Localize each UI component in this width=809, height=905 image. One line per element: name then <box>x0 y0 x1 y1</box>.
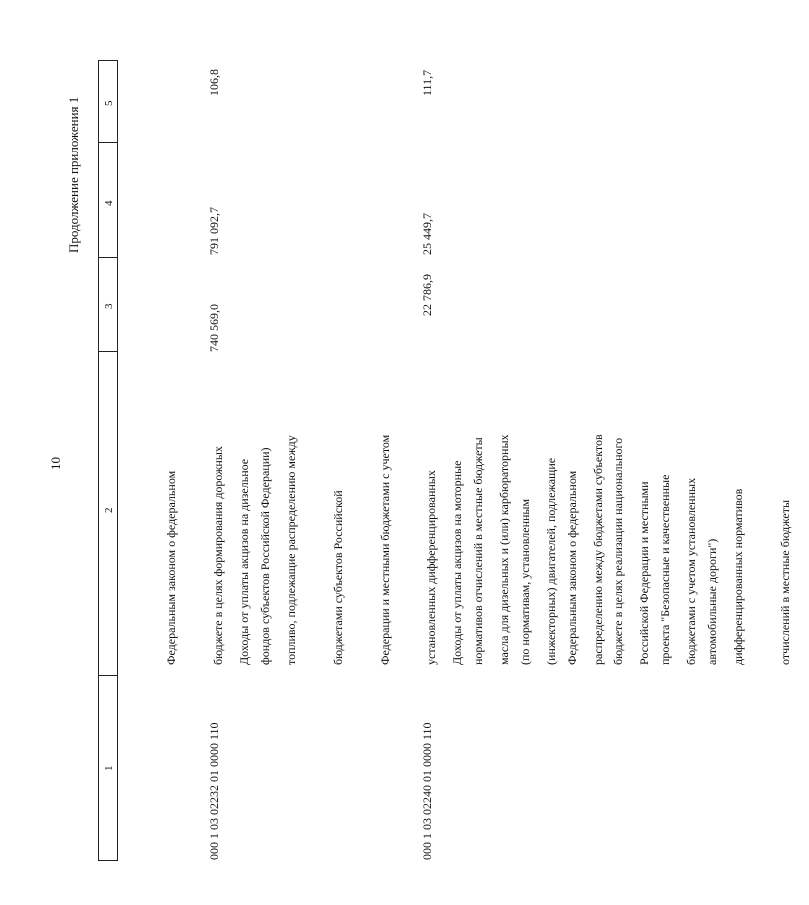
header-col-2: 2 <box>103 507 115 513</box>
row-2-code: 000 1 03 02240 01 0000 110 <box>420 722 434 860</box>
header-col-3: 3 <box>103 303 115 309</box>
desc-line: Федеральным законом о федеральном <box>164 470 179 665</box>
desc-line: дифференцированных нормативов <box>730 488 745 665</box>
header-col-4: 4 <box>103 200 115 206</box>
row-2-col-5: 111,7 <box>420 69 434 96</box>
row-1-col-5: 106,8 <box>207 69 221 96</box>
desc-line: (инжекторных) двигателей, подлежащие <box>543 457 558 665</box>
desc-line: Федерации и местными бюджетами с учетом <box>377 434 392 665</box>
header-col-5: 5 <box>103 100 115 106</box>
col-divider-3-2 <box>98 351 118 352</box>
desc-line: (по нормативам, установленным <box>517 498 532 665</box>
desc-line: Доходы от уплаты акцизов на дизельное <box>237 458 252 665</box>
desc-line: фондов субъектов Российской Федерации) <box>257 447 272 665</box>
desc-line: распределению между бюджетами субъектов <box>590 434 605 665</box>
table-header-left-border <box>98 60 99 860</box>
appendix-continuation-label: Продолжение приложения 1 <box>66 96 81 253</box>
desc-line: отчислений в местные бюджеты <box>777 499 792 665</box>
row-2-col-3: 22 786,9 <box>420 274 434 316</box>
desc-line: бюджетами субъектов Российской <box>330 490 345 665</box>
desc-line: автомобильные дороги") <box>705 538 719 665</box>
table-header-right-border <box>117 60 118 860</box>
desc-line: масла для дизельных и (или) карбюраторных <box>496 434 511 665</box>
row-1-col-4: 791 092,7 <box>207 207 221 255</box>
col-divider-4-3 <box>98 257 118 258</box>
row-1-code: 000 1 03 02232 01 0000 110 <box>207 722 221 860</box>
desc-line: нормативов отчислений в местные бюджеты <box>471 437 486 665</box>
desc-line: топливо, подлежащие распределению между <box>283 435 298 665</box>
col-divider-5-4 <box>98 142 118 143</box>
desc-line: проекта "Безопасные и качественные <box>658 474 673 665</box>
desc-line: Федеральным законом о федеральном <box>564 470 579 665</box>
desc-line: Доходы от уплаты акцизов на моторные <box>450 460 465 665</box>
table-bottom-border <box>98 860 118 861</box>
desc-line: бюджете в целях формирования дорожных <box>210 446 225 665</box>
table-top-border <box>98 60 118 61</box>
page-number: 10 <box>48 457 63 470</box>
desc-line: установленных дифференцированных <box>424 470 439 665</box>
header-col-1: 1 <box>103 765 115 771</box>
row-2-col-4: 25 449,7 <box>420 213 434 255</box>
row-2-description <box>419 434 809 665</box>
desc-line: бюджетами с учетом установленных <box>684 477 699 665</box>
desc-line: Российской Федерации и местными <box>637 481 652 665</box>
row-1-col-3: 740 569,0 <box>207 304 221 352</box>
desc-line: бюджете в целях реализации национального <box>611 437 626 665</box>
col-divider-2-1 <box>98 675 118 676</box>
